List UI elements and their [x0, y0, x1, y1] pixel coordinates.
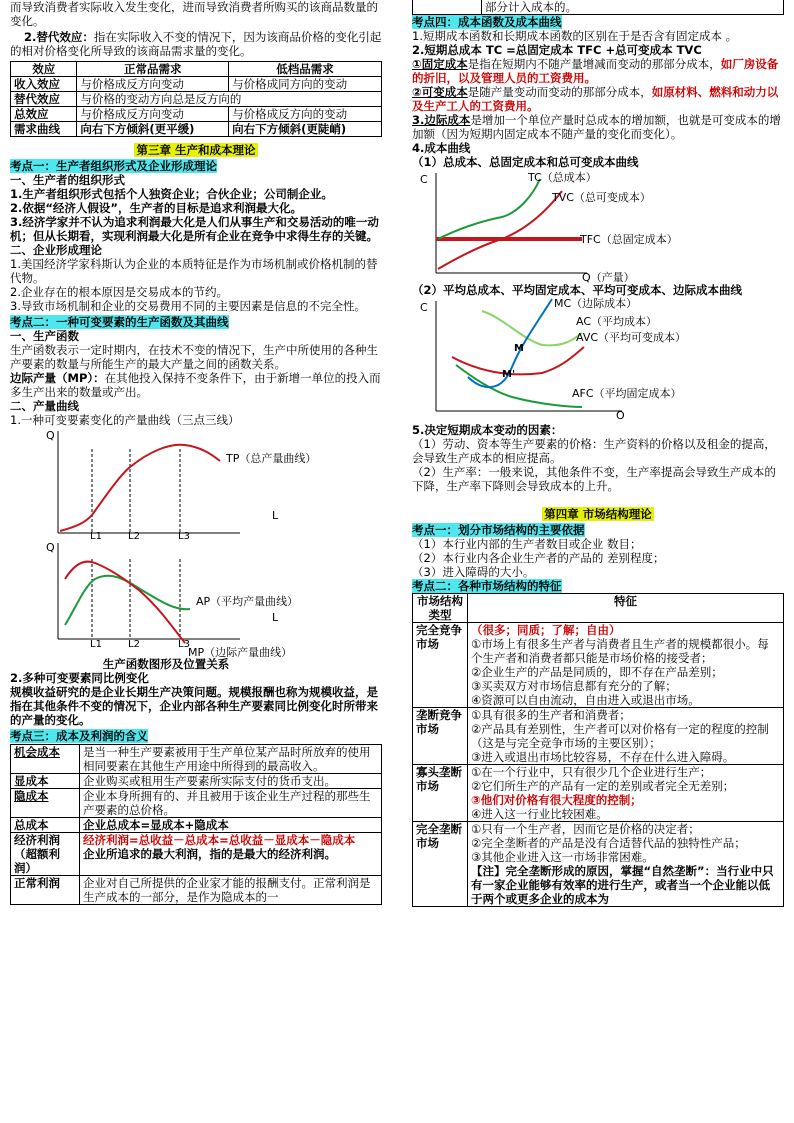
- chapter-4-title: 第四章 市场结构理论: [544, 507, 652, 521]
- mp-curve: [65, 562, 185, 643]
- tc-x-label: Q（产量）: [582, 271, 635, 283]
- afc-curve: [456, 365, 582, 407]
- tc-chart: [412, 169, 784, 283]
- tvc-curve-label: TVC（总可变成本）: [552, 191, 651, 204]
- right-column: [412, 0, 784, 907]
- factors-title: 5.决定短期成本变动的因素：: [412, 423, 563, 437]
- point-2-heading: 考点二：一种可变要素的生产函数及其曲线: [10, 315, 229, 329]
- ac-curve-label: AC（平均成本）: [576, 315, 658, 328]
- basis-3: （3）进入障碍的大小。: [412, 565, 535, 579]
- tp-tick-l3: L3: [178, 531, 190, 539]
- tp-tick-l2: L2: [128, 531, 140, 539]
- ac-x-label: Q: [616, 409, 625, 419]
- factors-1: （1）劳动、资本等生产要素的价格：生产资料的价格以及租金的提高，会导致生产成本的相应提高。: [412, 437, 776, 465]
- table-row: 机会成本 是当一种生产要素被用于生产单位某产品时所放弃的使用相同要素在其他生产用途中所得到的最高收入。: [11, 745, 382, 774]
- effect-header-1: 正常品需求: [77, 62, 229, 77]
- chart-caption: 生产函数图形及位置关系: [102, 657, 230, 671]
- intro-text: 而导致消费者实际收入发生变化，进而导致消费者所购买的该商品数量的变化。: [10, 0, 378, 28]
- afc-curve-label: AFC（平均固定成本）: [572, 387, 682, 400]
- table-row: 垄断竞争市场 ①具有很多的生产者和消费者； ②产品具有差别性，生产者可以对价格有一定的程度的控制（这是与完全竞争市场的主要区别）； ③进入或退出市场比较容易，不存在什么进入障碍。: [413, 708, 784, 765]
- cost-curves-1: （1）总成本、总固定成本和总可变成本曲线: [412, 155, 639, 169]
- market-header-type: 市场结构类型: [413, 594, 468, 623]
- factors-2: （2）生产率：一般来说，其他条件不变，生产率提高会导致生产成本的下降，生产率下降则会导致成本的上升。: [412, 465, 776, 493]
- tc-curve: [438, 179, 540, 239]
- cost-curves-2: （2）平均总成本、平均固定成本、平均可变成本、边际成本曲线: [412, 283, 742, 297]
- tfc-line-label: TFC（总固定成本）: [580, 233, 678, 246]
- point-1-heading: 考点一：生产者组织形式及企业形成理论: [10, 159, 217, 173]
- ap-curve: [65, 576, 190, 625]
- tp-y-label: Q: [46, 429, 55, 442]
- theory-1: 1.美国经济学家科斯认为企业的本质特征是作为市场机制或价格机制的替代物。: [10, 257, 378, 285]
- pf-text: 生产函数表示一定时期内，在技术不变的情况下，生产中所使用的各种生产要素的数量与所能生产的最大产量之间的函数关系。: [10, 343, 378, 371]
- table-row: 显成本 企业购买或租用生产要素所实际支付的货币支出。: [11, 774, 382, 789]
- ap-mp-chart: [10, 539, 382, 657]
- theory-3: 3.导致市场机制和企业的交易费用不同的主要因素是信息的不完全性。: [10, 299, 366, 313]
- ac-y-label: C: [420, 301, 428, 314]
- table-row: 完全垄断市场 ①只有一个生产者，因而它是价格的决定者； ②完全垄断者的产品是没有合适替代品的独特性产品； ③其他企业进入这一市场非常困难。 【注】完全垄断形成的原因，掌握“自然垄断”：当行业中只有一家企业能够有效率的进行生产，或者当一个企业能以低于两个或更多企业的成本为: [413, 822, 784, 907]
- cont-table: [412, 0, 784, 15]
- apmp-x-label: L: [272, 611, 279, 624]
- table-row: 替代效应 与价格的变动方向总是反方向的: [11, 92, 382, 107]
- basis-1: （1）本行业内部的生产者数目或企业 数目；: [412, 537, 642, 551]
- effect-header-2: 低档品需求: [229, 62, 382, 77]
- vp-title: 2.多种可变要素同比例变化: [10, 671, 149, 685]
- chapter-3-title: 第三章 生产和成本理论: [136, 143, 256, 157]
- org-3: 3.经济学家并不认为追求利润最大化是人们从事生产和交易活动的唯一动机；但从长期看，实现利润最大化是所有企业在竞争中求得生存的关键。: [10, 215, 379, 243]
- vp-text: 规模收益研究的是企业长期生产决策问题。规模报酬也称为规模收益，是指在其他条件不变的情况下，企业内部各种生产要素同比例变化时所带来的产量的变化。: [10, 685, 378, 727]
- tp-chart: [10, 427, 382, 539]
- curve-1: 1.一种可变要素变化的产量曲线（三点三线）: [10, 413, 240, 427]
- cost-curves-title: 4.成本曲线: [412, 141, 471, 155]
- fixed-cost: ①固定成本是指在短期内不随产量增减而变动的那部分成本，如厂房设备的折旧，以及管理人员的工资费用。: [412, 57, 779, 85]
- effect-table: [10, 61, 382, 137]
- market-header-feature: 特征: [468, 594, 784, 623]
- table-row: 正常利润 企业对自己所提供的企业家才能的报酬支付。正常利润是生产成本的一部分，是作为隐成本的一: [11, 876, 382, 905]
- market-point-1-heading: 考点一：划分市场结构的主要依据: [412, 523, 585, 537]
- apmp-tick-l1: L1: [90, 639, 102, 650]
- theory-2: 2.企业存在的根本原因是交易成本的节约。: [10, 285, 228, 299]
- tp-tick-l1: L1: [90, 531, 102, 539]
- market-point-2-heading: 考点二：各种市场结构的特征: [412, 579, 562, 593]
- table-row: 寡头垄断市场 ①在一个行业中，只有很少几个企业进行生产； ②它们所生产的产品有一定的差别或者完全无差别； ③他们对价格有很大程度的控制； ④进入这一行业比较困难。: [413, 765, 784, 822]
- tp-x-label: L: [272, 509, 279, 522]
- tp-curve: [60, 445, 220, 531]
- mp-definition: 边际产量（MP）：在其他投入保持不变条件下，由于新增一单位的投入而多生产出来的数量或产出。: [10, 371, 381, 399]
- mc-curve-label: MC（边际成本）: [554, 297, 638, 310]
- point-3-heading: 考点三：成本及利润的含义: [10, 729, 148, 743]
- apmp-tick-l3: L3: [178, 639, 190, 650]
- table-row: 总效应 与价格成反方向变动 与价格成反方向的变动: [11, 107, 382, 122]
- cost-2: 2.短期总成本 TC =总固定成本 TFC +总可变成本 TVC: [412, 43, 702, 57]
- ac-curve: [482, 311, 582, 345]
- cont-text: 部分计入成本的。: [482, 0, 784, 15]
- table-row: 经济利润（超额利润） 经济利润=总收益－总成本=总收益－显成本－隐成本 企业所追求的最大利润，指的是最大的经济利润。: [11, 833, 382, 876]
- basis-2: （2）本行业内各企业生产者的产品的 差别程度；: [412, 551, 665, 565]
- org-title: 一、生产者的组织形式: [10, 173, 125, 187]
- cost-1: 1.短期成本函数和长期成本函数的区别在于是否含有固定成本 。: [412, 29, 738, 43]
- m2-point-label: M': [502, 369, 516, 380]
- variable-cost: ②可变成本是随产量变动而变动的那部分成本，如原材料、燃料和动力以及生产工人的工资费用。: [412, 85, 779, 113]
- left-column: [10, 0, 382, 905]
- apmp-tick-l2: L2: [128, 639, 140, 650]
- avg-cost-chart: [412, 297, 784, 419]
- table-row: 需求曲线 向右下方倾斜(更平缓) 向右下方倾斜(更陡峭): [11, 122, 382, 137]
- m-point-label: M: [514, 343, 524, 354]
- tc-curve-label: TC（总成本）: [528, 171, 597, 184]
- apmp-y-label: Q: [46, 541, 55, 554]
- cost-table: [10, 744, 382, 905]
- table-row: 完全竞争市场 （很多；同质；了解；自由） ①市场上有很多生产者与消费者且生产者的规模都很小。每个生产者和消费者都只能是市场价格的接受者； ②企业生产的产品是同质的，即不存在产品差别； ③买卖双方对市场信息都有充分的了解； ④资源可以自由流动，自由进入或退出市场。: [413, 623, 784, 708]
- table-row: 总成本 企业总成本=显成本+隐成本: [11, 818, 382, 833]
- point-4-heading: 考点四：成本函数及成本曲线: [412, 15, 562, 29]
- curve-title: 二、产量曲线: [10, 399, 79, 413]
- org-2: 2.依据“经济人假设”，生产者的目标是追求利润最大化。: [10, 201, 302, 215]
- table-row: 收入效应 与价格成反方向变动 与价格成同方向的变动: [11, 77, 382, 92]
- substitution-effect: 2.替代效应：指在实际收入不变的情况下，因为该商品价格的变化引起的相对价格变化所导致的该商品需求量的变化。: [10, 30, 382, 58]
- ap-curve-label: AP（平均产量曲线）: [196, 595, 299, 608]
- marginal-cost: 3.边际成本是增加一个单位产量时总成本的增加额，也就是可变成本的增加额（因为短期内固定成本不随产量的变化而变化）。: [412, 113, 781, 141]
- market-table: [412, 593, 784, 907]
- theory-title: 二、企业形成理论: [10, 243, 102, 257]
- org-1: 1.生产者组织形式包括个人独资企业；合伙企业；公司制企业。: [10, 187, 333, 201]
- pf-title: 一、生产函数: [10, 329, 79, 343]
- table-row: 隐成本 企业本身所拥有的、并且被用于该企业生产过程的那些生产要素的总价格。: [11, 789, 382, 818]
- avc-curve-label: AVC（平均可变成本）: [576, 331, 687, 344]
- mp-curve-label: MP（边际产量曲线）: [188, 646, 293, 657]
- tp-curve-label: TP（总产量曲线）: [226, 452, 317, 465]
- effect-header-0: 效应: [11, 62, 77, 77]
- tc-y-label: C: [420, 173, 428, 186]
